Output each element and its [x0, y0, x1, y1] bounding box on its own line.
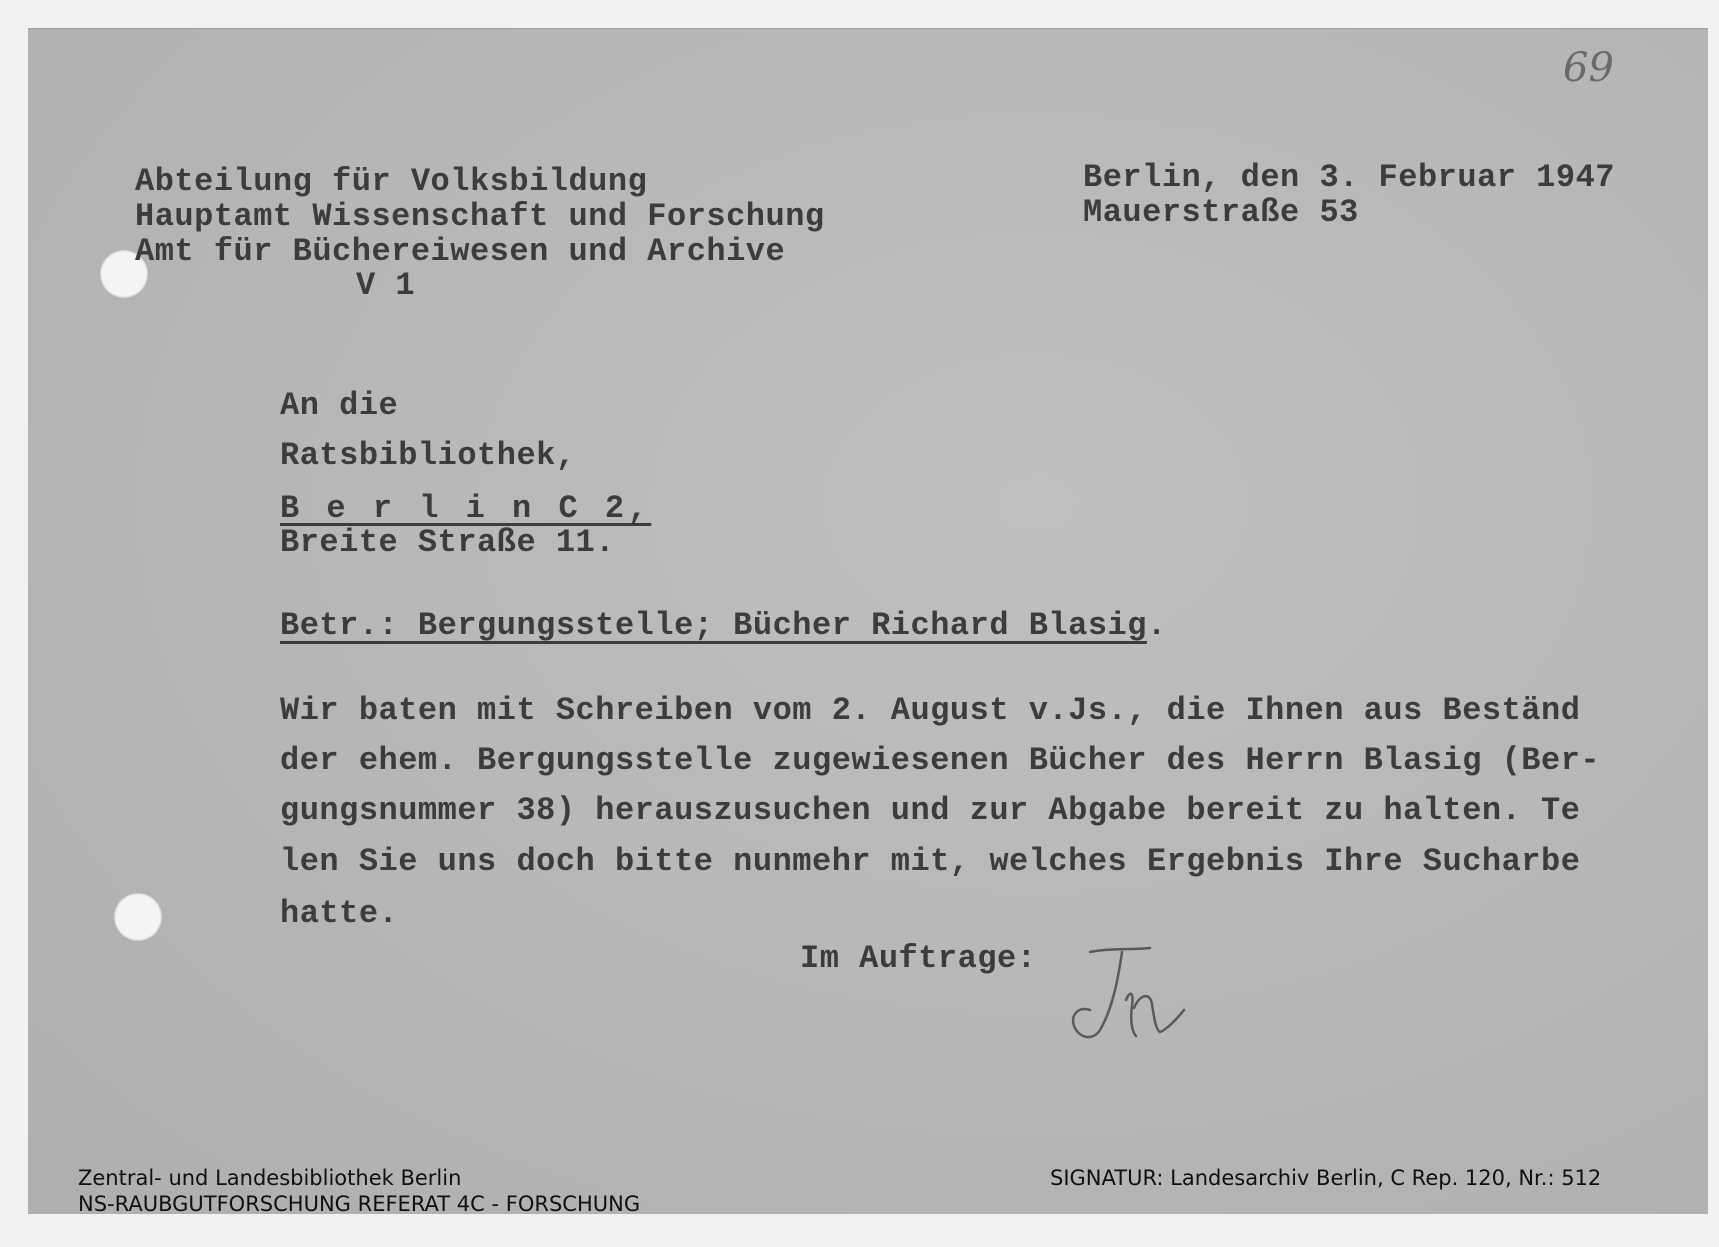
- footer-left-line-2: NS-RAUBGUTFORSCHUNG REFERAT 4C - FORSCHUNG: [78, 1192, 641, 1216]
- recipient-line-2: Ratsbibliothek,: [280, 437, 576, 474]
- sender-line-1: Abteilung für Volksbildung: [135, 163, 648, 200]
- sender-line-2: Hauptamt Wissenschaft und Forschung: [135, 198, 825, 235]
- sender-line-4: V 1: [356, 267, 416, 304]
- closing-line: Im Auftrage:: [800, 940, 1037, 977]
- body-line-1: Wir baten mit Schreiben vom 2. August v.Js., die Ihnen aus Beständ: [280, 692, 1581, 729]
- street-line: Mauerstraße 53: [1083, 194, 1359, 231]
- page-number: 69: [1563, 45, 1614, 91]
- recipient-line-3: B e r l i n C 2,: [280, 490, 652, 527]
- footer-left-line-1: Zentral- und Landesbibliothek Berlin: [78, 1166, 462, 1190]
- date-line: Berlin, den 3. Februar 1947: [1083, 159, 1615, 196]
- subject-text: Betr.: Bergungsstelle; Bücher Richard Blasig: [280, 607, 1147, 644]
- subject-end: .: [1146, 607, 1167, 644]
- subject-line: [280, 607, 1167, 644]
- sender-line-3: Amt für Büchereiwesen und Archive: [135, 233, 786, 270]
- recipient-line-1: An die: [280, 387, 399, 424]
- body-line-3: gungsnummer 38) herauszusuchen und zur Abgabe bereit zu halten. Te: [280, 792, 1581, 829]
- body-line-4: len Sie uns doch bitte nunmehr mit, welches Ergebnis Ihre Sucharbe: [280, 843, 1581, 880]
- body-line-2: der ehem. Bergungsstelle zugewiesenen Bücher des Herrn Blasig (Ber-: [280, 742, 1601, 779]
- recipient-line-4: Breite Straße 11.: [280, 524, 615, 561]
- body-line-5: hatte.: [280, 895, 399, 932]
- footer-right: SIGNATUR: Landesarchiv Berlin, C Rep. 120, Nr.: 512: [1050, 1166, 1602, 1190]
- footer-left: [78, 1165, 640, 1217]
- punch-hole-bottom: [114, 893, 162, 941]
- signature: [1060, 940, 1200, 1060]
